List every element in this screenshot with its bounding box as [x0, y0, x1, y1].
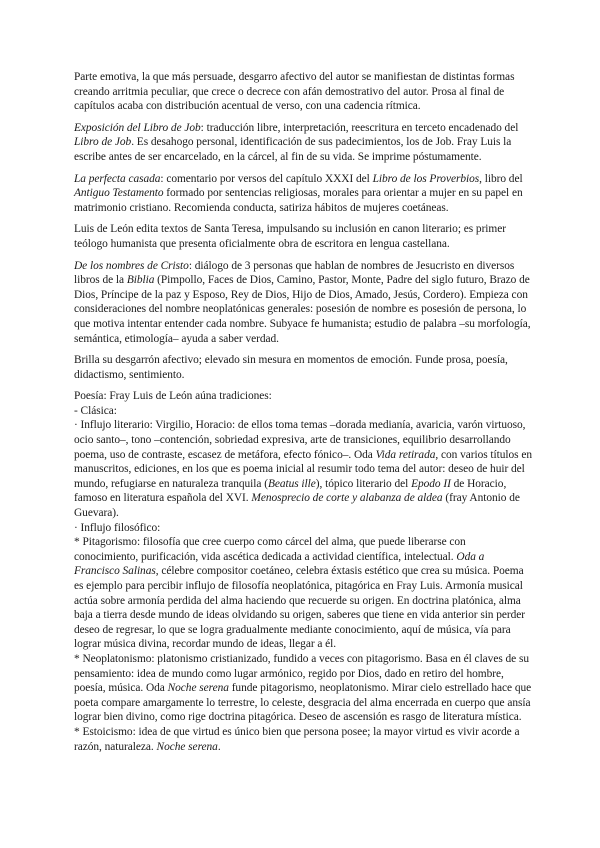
work-title: Noche serena — [167, 682, 229, 695]
text: , libro del — [479, 172, 523, 185]
paragraph-nombres-cristo — [74, 259, 532, 347]
text: · Influjo literario: Virgilio, Horacio: de ellos toma temas –dorada medianía, avaricia, varón virtuoso, ocio santo–, tono –contención, sobriedad expresiva, arte de transiciones, equilibrio desarrollando poema, uso de contraste, escasez de metáfora, efecto fónico–. Oda — [74, 419, 526, 461]
text: * Pitagorismo: filosofía que cree cuerpo como cárcel del alma, que puede liberarse con conocimiento, purificación, vida ascética dedicada a actividad científica, intelectual. — [74, 536, 466, 563]
list-heading-filosofico: · Influjo filosófico: — [74, 521, 161, 534]
list-item-pitagorismo — [74, 535, 532, 652]
text: * Estoicismo: idea de que virtud es único bien que persona posee; la mayor virtud es vivir acorde a razón, naturaleza. — [74, 725, 520, 753]
text: funde pitagorismo, neoplatonismo. Mirar cielo estrellado hace que poeta compare amargamente lo terrestre, lo celeste, desgracia del alma encerrada en cuerpo que ansía lograr bien divino, como rige doctrina pitagórica. Deseo de ascensión es rasgo de literatura mística. — [74, 682, 532, 724]
work-title: Biblia — [126, 274, 155, 287]
paragraph-exposicion-job — [74, 121, 532, 165]
list-heading-clasica: - Clásica: — [74, 404, 117, 417]
text: de Horacio, famoso en literatura española del XVI. — [74, 477, 507, 505]
text: Brilla su desgarrón afectivo; elevado sin mesura en momentos de emoción. Funde prosa, poesía, didactismo, sentimiento. — [74, 354, 508, 381]
text: * Neoplatonismo: platonismo cristianizado, fundido a veces con pitagorismo. Basa en él claves de su pensamiento: idea de mundo como lugar armónico, regido por Dios, dado en retiro del hombre, poesía, música. Oda — [74, 652, 529, 695]
text: . Es desahogo personal, identificación de sus padecimientos, los de Job. Fray Luis la escribe antes de ser encarcelado, en la cárcel, al fin de su vida. Se imprime póstumamente. — [74, 136, 512, 163]
work-title: De los nombres de Cristo — [74, 259, 189, 272]
text: . — [217, 740, 221, 753]
work-title: Libro de Job — [74, 136, 132, 149]
work-title: Vida retirada — [375, 448, 436, 461]
work-title: Beatus ille — [267, 477, 316, 490]
text: : comentario por versos del capítulo XXXI del — [160, 172, 373, 185]
text: : traducción libre, interpretación, reescritura en terceto encadenado del — [200, 121, 519, 134]
work-title: Epodo II — [411, 477, 451, 490]
text: (fray Antonio de Guevara). — [74, 492, 520, 520]
work-title: Oda a Francisco Salinas — [74, 550, 485, 578]
work-title: Libro de los Proverbios — [372, 172, 480, 185]
text: : diálogo de 3 personas que hablan de nombres de Jesucristo en diversos libros de la — [74, 259, 515, 287]
text: ), tópico literario del — [315, 477, 412, 490]
poesia-intro: Poesía: Fray Luis de León aúna tradiciones: — [74, 390, 272, 403]
work-title: Noche serena — [156, 740, 218, 753]
work-title: Antiguo Testamento — [74, 187, 164, 200]
paragraph-perfecta-casada — [74, 172, 532, 216]
list-item-estoicismo — [74, 725, 532, 754]
text: , célebre compositor coetáneo, celebra éxtasis estético que crea su música. Poema es ejemplo para percibir influjo de filosofía neoplatónica, pitagórica en Fray Luis. Armonía musical actúa sobre armonía perdida del alma haciendo que recuerde su origen. En doctrina platónica, alma baja a tierra desde mundo de ideas olvidando su origen, saberes que tiene en vida anterior sin perder deseo de regresar, lo que se logra gradualmente mediante conocimiento, aquí de música, vía para lograr música divina, recordar mundo de ideas, llegar a él. — [74, 565, 526, 651]
work-title: Exposición del Libro de Job — [74, 121, 201, 134]
list-item-influjo-literario — [74, 418, 532, 520]
work-title: La perfecta casada — [74, 172, 161, 185]
paragraph-santa-teresa — [74, 222, 532, 251]
text: (Pimpollo, Faces de Dios, Camino, Pastor, Monte, Padre del siglo futuro, Brazo de Dios, Príncipe de la paz y Esposo, Rey de Dios, Hijo de Dios, Amado, Jesús, Cordero). Empieza con consideraciones del nombre neoplatónicas generales: posesión de nombre es posesión de persona, lo que motiva intentar entender cada nombre. Subyace fe humanista; estudio de palabra –su morfología, semántica, etimología– ayuda a saber verdad. — [74, 274, 531, 345]
work-title: Menosprecio de corte y alabanza de aldea — [251, 492, 443, 505]
text: Luis de León edita textos de Santa Teresa, impulsando su inclusión en canon literario; es primer teólogo humanista que presenta oficialmente obra de escritora en lengua castellana. — [74, 223, 506, 250]
paragraph-desgarron — [74, 353, 532, 382]
paragraph-parte-emotiva — [74, 70, 532, 114]
text: formado por sentencias religiosas, morales para orientar a mujer en su papel en matrimonio cristiano. Recomienda conducta, satiriza hábitos de mujeres coetáneas. — [74, 187, 523, 214]
list-item-neoplatonismo — [74, 652, 532, 725]
text: , con varios títulos en manuscritos, ediciones, en los que es poema inicial al resumir todo tema del autor: deseo de huir del mundo, refugiarse en naturaleza tranquila ( — [74, 448, 532, 490]
text: Parte emotiva, la que más persuade, desgarro afectivo del autor se manifiestan de distintas formas creando arritmia peculiar, que crece o decrece con afán demostrativo del autor. Prosa al final de capítulos acaba con distribución acentual de verso, con una cadencia rítmica. — [74, 71, 515, 113]
